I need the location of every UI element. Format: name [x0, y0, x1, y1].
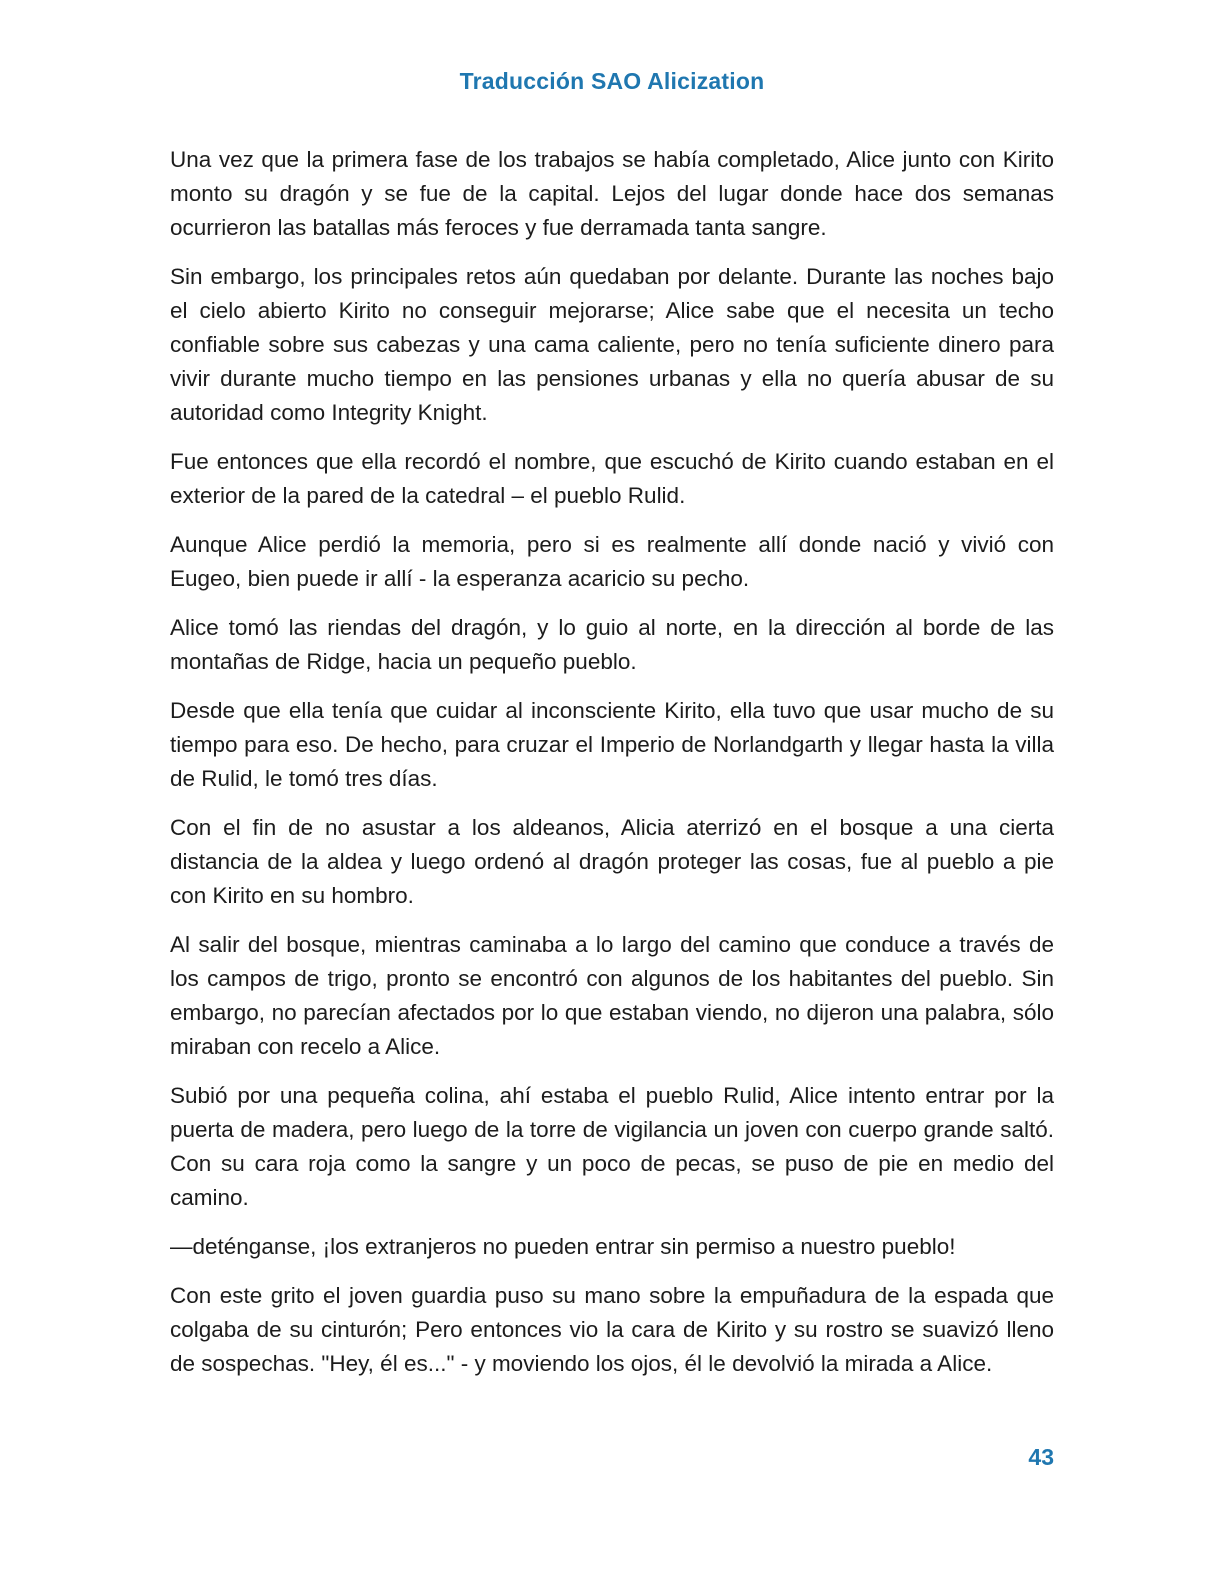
paragraph-9: Subió por una pequeña colina, ahí estaba el pueblo Rulid, Alice intento entrar por la puerta de madera, pero luego de la torre de vigilancia un joven con cuerpo grande saltó. Con su cara roja como la sangre y un poco de pecas, se puso de pie en medio del camino.	[170, 1083, 1054, 1210]
paragraph-4: Aunque Alice perdió la memoria, pero si es realmente allí donde nació y vivió con Eugeo, bien puede ir allí - la esperanza acaricio su pecho.	[170, 532, 1054, 591]
paragraph-1: Una vez que la primera fase de los trabajos se había completado, Alice junto con Kirito monto su dragón y se fue de la capital. Lejos del lugar donde hace dos semanas ocurrieron las batallas más feroces y fue derramada tanta sangre.	[170, 147, 1054, 240]
page-header-title: Traducción SAO Alicization	[459, 68, 765, 94]
paragraph-6: Desde que ella tenía que cuidar al inconsciente Kirito, ella tuvo que usar mucho de su tiempo para eso. De hecho, para cruzar el Imperio de Norlandgarth y llegar hasta la villa de Rulid, le tomó tres días.	[170, 698, 1054, 791]
body-text	[170, 143, 1054, 1396]
paragraph-2: Sin embargo, los principales retos aún quedaban por delante. Durante las noches bajo el cielo abierto Kirito no conseguir mejorarse; Alice sabe que el necesita un techo confiable sobre sus cabezas y una cama caliente, pero no tenía suficiente dinero para vivir durante mucho tiempo en las pensiones urbanas y ella no quería abusar de su autoridad como Integrity Knight.	[170, 264, 1054, 425]
paragraph-7: Con el fin de no asustar a los aldeanos, Alicia aterrizó en el bosque a una cierta distancia de la aldea y luego ordenó al dragón proteger las cosas, fue al pueblo a pie con Kirito en su hombro.	[170, 815, 1054, 908]
paragraph-11: Con este grito el joven guardia puso su mano sobre la empuñadura de la espada que colgaba de su cinturón; Pero entonces vio la cara de Kirito y su rostro se suavizó lleno de sospechas. "Hey, él es..." - y moviendo los ojos, él le devolvió la mirada a Alice.	[170, 1283, 1054, 1376]
page-number: 43	[1028, 1444, 1054, 1470]
paragraph-10: —deténganse, ¡los extranjeros no pueden entrar sin permiso a nuestro pueblo!	[170, 1234, 956, 1259]
paragraph-3: Fue entonces que ella recordó el nombre, que escuchó de Kirito cuando estaban en el exterior de la pared de la catedral – el pueblo Rulid.	[170, 449, 1054, 508]
paragraph-8: Al salir del bosque, mientras caminaba a lo largo del camino que conduce a través de los campos de trigo, pronto se encontró con algunos de los habitantes del pueblo. Sin embargo, no parecían afectados por lo que estaban viendo, no dijeron una palabra, sólo miraban con recelo a Alice.	[170, 932, 1054, 1059]
paragraph-5: Alice tomó las riendas del dragón, y lo guio al norte, en la dirección al borde de las montañas de Ridge, hacia un pequeño pueblo.	[170, 615, 1054, 674]
